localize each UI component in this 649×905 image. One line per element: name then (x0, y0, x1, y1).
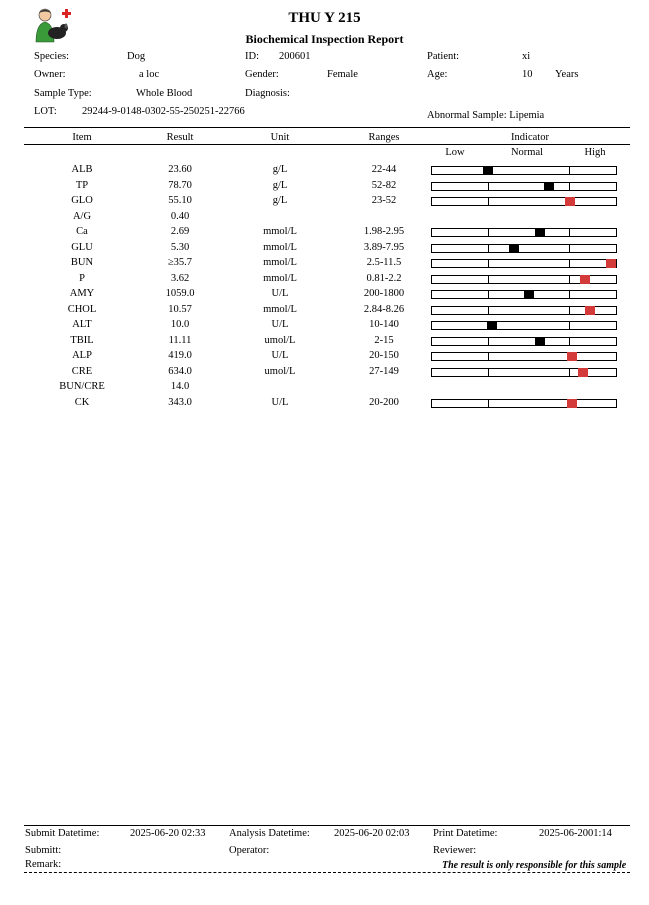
cell-item: TP (75, 180, 89, 191)
cell-result: 5.30 (170, 242, 190, 253)
indicator-bar (431, 337, 617, 346)
indicator-high-divider (569, 276, 570, 283)
report-title: THU Y 215 (288, 10, 361, 26)
cell-item: CHOL (67, 304, 97, 315)
cell-result: 0.40 (170, 211, 190, 222)
col-header-result: Result (166, 132, 194, 143)
indicator-bar (431, 352, 617, 361)
cell-unit: g/L (272, 195, 288, 206)
indicator-high-divider (569, 260, 570, 267)
age-label: Age: (427, 69, 448, 80)
sample-type-value: Whole Blood (136, 88, 193, 99)
cell-unit: g/L (272, 164, 288, 175)
cell-item: AMY (69, 288, 95, 299)
indicator-marker (509, 244, 519, 253)
indicator-high-label: High (584, 147, 606, 158)
cell-unit: U/L (271, 288, 289, 299)
operator-label: Operator: (229, 845, 270, 856)
indicator-bar (431, 228, 617, 237)
cell-unit: mmol/L (263, 257, 297, 268)
indicator-low-label: Low (445, 147, 465, 158)
cell-result: 634.0 (168, 366, 192, 377)
footer-bottom-rule (24, 872, 630, 873)
col-header-ranges: Ranges (368, 132, 400, 143)
cell-unit: mmol/L (263, 242, 297, 253)
indicator-marker (606, 259, 616, 268)
species-label: Species: (34, 51, 69, 62)
reviewer-label: Reviewer: (433, 845, 477, 856)
cell-range: 2.84-8.26 (363, 304, 405, 315)
id-value: 200601 (279, 51, 311, 62)
indicator-high-divider (569, 307, 570, 314)
owner-label: Owner: (34, 69, 66, 80)
sample-type-label: Sample Type: (34, 88, 92, 99)
cell-result: 23.60 (168, 164, 192, 175)
gender-label: Gender: (245, 69, 279, 80)
print-datetime-value: 2025-06-2001:14 (539, 828, 612, 839)
indicator-bar (431, 244, 617, 253)
cell-unit: mmol/L (263, 226, 297, 237)
cell-range: 0.81-2.2 (366, 273, 402, 284)
abnormal-sample: Abnormal Sample: Lipemia (427, 110, 545, 121)
indicator-high-divider (569, 369, 570, 376)
indicator-bar (431, 197, 617, 206)
indicator-low-divider (488, 400, 489, 407)
cell-result: 55.10 (168, 195, 192, 206)
cell-result: 78.70 (168, 180, 192, 191)
indicator-high-divider (569, 245, 570, 252)
cell-item: ALB (71, 164, 93, 175)
footer-top-rule (24, 825, 630, 826)
indicator-marker (487, 321, 497, 330)
age-unit: Years (555, 69, 579, 80)
cell-result: 343.0 (168, 397, 192, 408)
indicator-low-divider (488, 353, 489, 360)
cell-range: 22-44 (371, 164, 397, 175)
indicator-bar (431, 321, 617, 330)
species-value: Dog (127, 51, 146, 62)
cell-result: 3.62 (170, 273, 190, 284)
submit-datetime-label: Submit Datetime: (25, 828, 100, 839)
cell-item: CRE (71, 366, 93, 377)
indicator-bar (431, 399, 617, 408)
indicator-bar (431, 290, 617, 299)
cell-range: 3.89-7.95 (363, 242, 405, 253)
patient-value: xi (522, 51, 531, 62)
col-header-unit: Unit (270, 132, 290, 143)
indicator-high-divider (569, 229, 570, 236)
responsibility-note: The result is only responsible for this sample (442, 860, 627, 871)
remark-label: Remark: (25, 859, 62, 870)
col-header-item: Item (72, 132, 92, 143)
indicator-bar (431, 166, 617, 175)
cell-unit: U/L (271, 319, 289, 330)
indicator-low-divider (488, 198, 489, 205)
cell-range: 1.98-2.95 (363, 226, 405, 237)
indicator-marker (585, 306, 595, 315)
analysis-datetime-value: 2025-06-20 02:03 (334, 828, 410, 839)
indicator-normal-label: Normal (510, 147, 544, 158)
indicator-low-divider (488, 276, 489, 283)
indicator-bar (431, 275, 617, 284)
indicator-marker (483, 166, 493, 175)
id-label: ID: (245, 51, 259, 62)
indicator-bar (431, 368, 617, 377)
print-datetime-label: Print Datetime: (433, 828, 498, 839)
indicator-low-divider (488, 245, 489, 252)
cell-range: 20-150 (369, 350, 399, 361)
indicator-low-divider (488, 307, 489, 314)
cell-item: BUN (70, 257, 94, 268)
owner-value: a loc (139, 69, 160, 80)
cell-item: ALT (72, 319, 92, 330)
cell-item: P (79, 273, 85, 284)
cell-item: GLO (71, 195, 93, 206)
indicator-high-divider (569, 291, 570, 298)
indicator-marker (580, 275, 590, 284)
cell-unit: umol/L (264, 335, 296, 346)
diagnosis-label: Diagnosis: (245, 88, 290, 99)
indicator-low-divider (488, 260, 489, 267)
cell-item: TBIL (70, 335, 94, 346)
cell-item: CK (74, 397, 90, 408)
lot-label: LOT: (34, 106, 57, 117)
indicator-high-divider (569, 167, 570, 174)
cell-result: 10.0 (170, 319, 190, 330)
indicator-high-divider (569, 322, 570, 329)
cell-unit: umol/L (264, 366, 296, 377)
indicator-high-divider (569, 338, 570, 345)
indicator-low-divider (488, 369, 489, 376)
cell-range: 27-149 (369, 366, 399, 377)
cell-result: 10.57 (168, 304, 192, 315)
indicator-bar (431, 306, 617, 315)
cell-range: 23-52 (371, 195, 397, 206)
analysis-datetime-label: Analysis Datetime: (229, 828, 310, 839)
indicator-marker (544, 182, 554, 191)
cell-unit: mmol/L (263, 273, 297, 284)
indicator-bar (431, 182, 617, 191)
cell-range: 52-82 (371, 180, 397, 191)
indicator-low-divider (488, 291, 489, 298)
cell-range: 20-200 (369, 397, 399, 408)
cell-result: 14.0 (170, 381, 190, 392)
indicator-high-divider (569, 183, 570, 190)
indicator-marker (565, 197, 575, 206)
cell-result: 1059.0 (165, 288, 195, 299)
cell-result: ≥35.7 (167, 257, 193, 268)
report-subtitle: Biochemical Inspection Report (245, 32, 404, 46)
submitt-label: Submitt: (25, 845, 62, 856)
col-header-indicator: Indicator (511, 132, 549, 143)
cell-result: 419.0 (168, 350, 192, 361)
cell-result: 11.11 (168, 335, 192, 346)
indicator-marker (535, 228, 545, 237)
cell-item: BUN/CRE (59, 381, 105, 392)
indicator-marker (535, 337, 545, 346)
cell-range: 2-15 (374, 335, 394, 346)
cell-range: 10-140 (369, 319, 399, 330)
table-header-rule (24, 144, 630, 145)
submit-datetime-value: 2025-06-20 02:33 (130, 828, 206, 839)
cell-item: A/G (72, 211, 92, 222)
cell-unit: U/L (271, 397, 289, 408)
cell-item: ALP (72, 350, 92, 361)
cell-result: 2.69 (170, 226, 190, 237)
age-value: 10 (522, 69, 533, 80)
gender-value: Female (327, 69, 358, 80)
indicator-marker (578, 368, 588, 377)
table-top-rule (24, 127, 630, 128)
cell-range: 200-1800 (363, 288, 405, 299)
indicator-low-divider (488, 338, 489, 345)
indicator-marker (524, 290, 534, 299)
cell-item: Ca (76, 226, 88, 237)
indicator-low-divider (488, 183, 489, 190)
indicator-marker (567, 399, 577, 408)
indicator-bar (431, 259, 617, 268)
cell-range: 2.5-11.5 (366, 257, 402, 268)
indicator-low-divider (488, 229, 489, 236)
patient-label: Patient: (427, 51, 460, 62)
lot-value: 29244-9-0148-0302-55-250251-22766 (82, 106, 245, 117)
cell-unit: mmol/L (263, 304, 297, 315)
cell-unit: U/L (271, 350, 289, 361)
cell-unit: g/L (272, 180, 288, 191)
indicator-marker (567, 352, 577, 361)
cell-item: GLU (71, 242, 93, 253)
